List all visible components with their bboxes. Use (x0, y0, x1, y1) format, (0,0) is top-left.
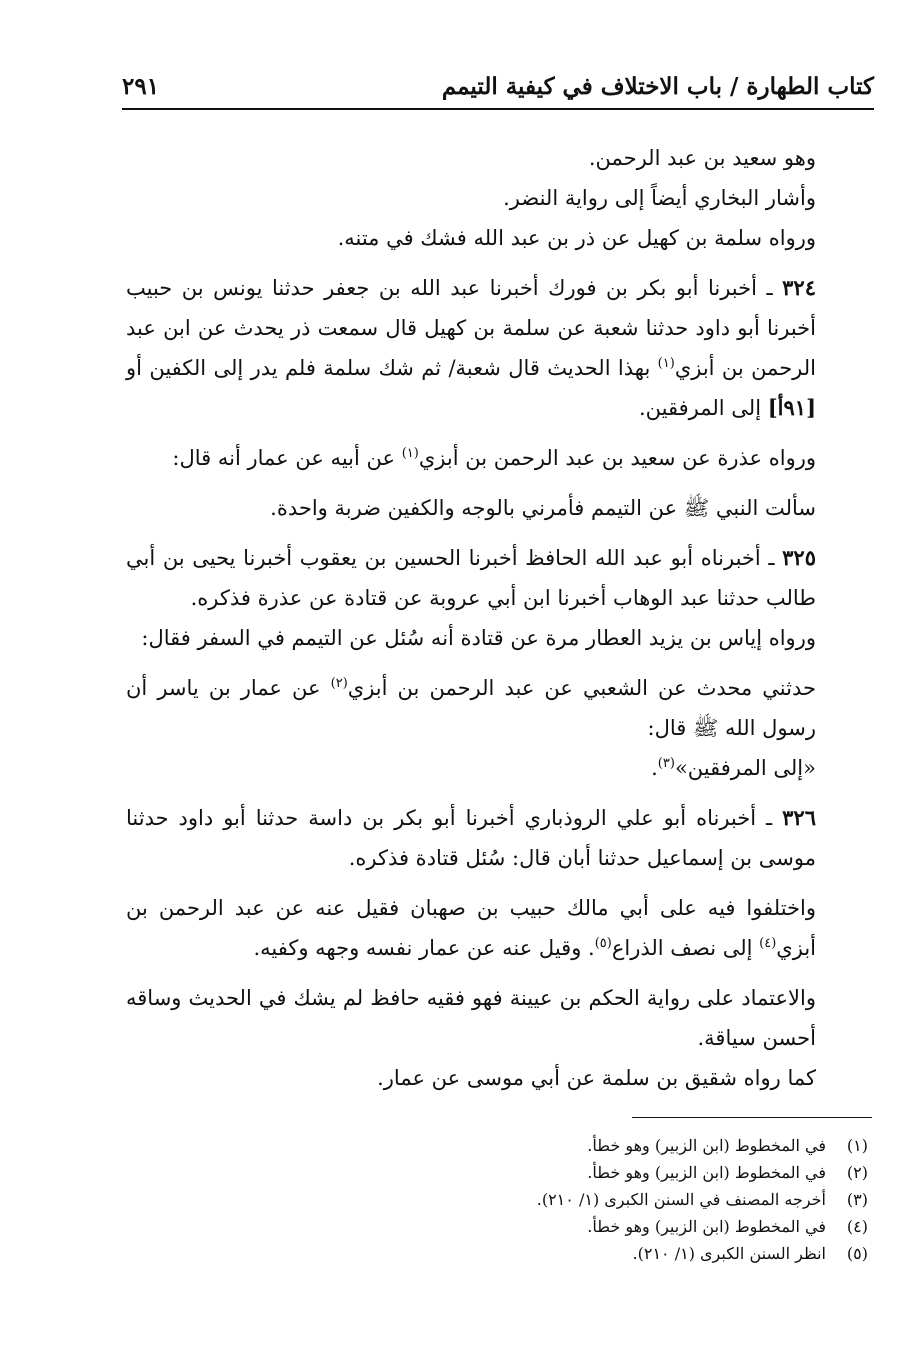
hadith-text: ـ أخبرناه أبو علي الروذباري أخبرنا أبو بكر بن داسة حدثنا أبو داود حدثنا موسى بن إسماعيل حدثنا أبان قال: سُئل قتادة فذكره. (126, 806, 816, 870)
footnote-ref: (١) (401, 446, 419, 461)
footnote-text: في المخطوط (ابن الزبير) وهو خطأ. (587, 1163, 826, 1182)
hadith-text: بهذا الحديث قال شعبة/ ثم شك سلمة فلم يدر إلى الكفين أو (126, 356, 658, 380)
footnote (126, 1186, 868, 1213)
paragraph: ورواه سلمة بن كهيل عن ذر بن عبد الله فشك في متنه. (337, 226, 816, 250)
paragraph: سألت النبي ﷺ عن التيمم فأمرني بالوجه والكفين ضربة واحدة. (270, 496, 816, 520)
paragraph: وهو سعيد بن عبد الرحمن. (588, 146, 816, 170)
footnote (126, 1240, 868, 1267)
running-header (122, 66, 874, 106)
footnote-text: في المخطوط (ابن الزبير) وهو خطأ. (587, 1217, 826, 1236)
footnote-number: (٥) (846, 1244, 868, 1263)
footnote-ref: (١) (657, 356, 675, 371)
paragraph-text: عن أبيه عن عمار أنه قال: (172, 446, 402, 470)
paragraph (126, 438, 872, 478)
paragraph (126, 748, 872, 788)
paragraph-text: واختلفوا فيه على أبي مالك حبيب بن صهبان فقيل عنه عن عبد الرحمن بن أبزي (126, 896, 816, 960)
footnote-number: (٣) (846, 1190, 868, 1209)
footnote-ref: (٢) (330, 676, 348, 691)
main-text (126, 138, 872, 1098)
hadith-number: ٣٢٥ (782, 545, 816, 570)
footnote (126, 1132, 868, 1159)
paragraph: كما رواه شقيق بن سلمة عن أبي موسى عن عمار. (377, 1066, 816, 1090)
manuscript-folio-marker: [٩١أ] (767, 395, 816, 420)
footnote (126, 1213, 868, 1240)
footnote-text: في المخطوط (ابن الزبير) وهو خطأ. (587, 1136, 826, 1155)
hadith-number: ٣٢٤ (782, 275, 816, 300)
hadith-text: ـ أخبرناه أبو عبد الله الحافظ أخبرنا الحسين بن يعقوب أخبرنا يحيى بن أبي طالب حدثنا عبد الوهاب أخبرنا ابن أبي عروبة عن قتادة عن عذرة فذكره. (126, 546, 816, 610)
footnote-number: (٢) (846, 1163, 868, 1182)
footnote-ref: (٤) (759, 936, 777, 951)
hadith-325 (126, 538, 872, 618)
paragraph-text: ورواه عذرة عن سعيد بن عبد الرحمن بن أبزي (418, 446, 816, 470)
footnote-number: (١) (846, 1136, 868, 1155)
hadith-number: ٣٢٦ (782, 805, 816, 830)
paragraph: وأشار البخاري أيضاً إلى رواية النضر. (503, 186, 816, 210)
footnote-ref: (٣) (657, 756, 675, 771)
paragraph: والاعتماد على رواية الحكم بن عيينة فهو فقيه حافظ لم يشك في الحديث وساقه أحسن سياقة. (126, 986, 816, 1050)
paragraph-text: عن عمار بن ياسر أن رسول الله ﷺ قال: (126, 676, 816, 740)
paragraph-text: . (651, 756, 658, 780)
footnote-text: أخرجه المصنف في السنن الكبرى (١/ ٢١٠). (536, 1190, 826, 1209)
paragraph (126, 888, 872, 968)
paragraph-text: حدثني محدث عن الشعبي عن عبد الرحمن بن أبزي (347, 676, 816, 700)
footnote (126, 1159, 868, 1186)
paragraph-text: . وقيل عنه عن عمار نفسه وجهه وكفيه. (253, 936, 595, 960)
hadith-text: ـ أخبرنا أبو بكر بن فورك أخبرنا عبد الله بن جعفر حدثنا يونس بن حبيب أخبرنا أبو داود حدثنا شعبة عن سلمة بن كهيل قال سمعت ذر يحدث عن ابن عبد الرحمن بن أبزي (126, 276, 817, 380)
paragraph: ورواه إياس بن يزيد العطار مرة عن قتادة أنه سُئل عن التيمم في السفر فقال: (141, 626, 816, 650)
paragraph (126, 668, 872, 748)
footnote-number: (٤) (846, 1217, 868, 1236)
footnote-separator (632, 1117, 872, 1118)
page-number: ٢٩١ (122, 72, 160, 100)
header-rule (122, 108, 874, 110)
footnote-ref: (٥) (594, 936, 612, 951)
footnote-text: انظر السنن الكبرى (١/ ٢١٠). (632, 1244, 826, 1263)
hadith-324 (126, 268, 872, 428)
hadith-text: إلى المرفقين. (639, 396, 768, 420)
hadith-326 (126, 798, 872, 878)
paragraph-text: إلى نصف الذراع (611, 936, 760, 960)
quote-text: «إلى المرفقين» (674, 756, 816, 780)
chapter-title: كتاب الطهارة / باب الاختلاف في كيفية التيمم (441, 72, 874, 100)
footnotes (126, 1132, 868, 1267)
